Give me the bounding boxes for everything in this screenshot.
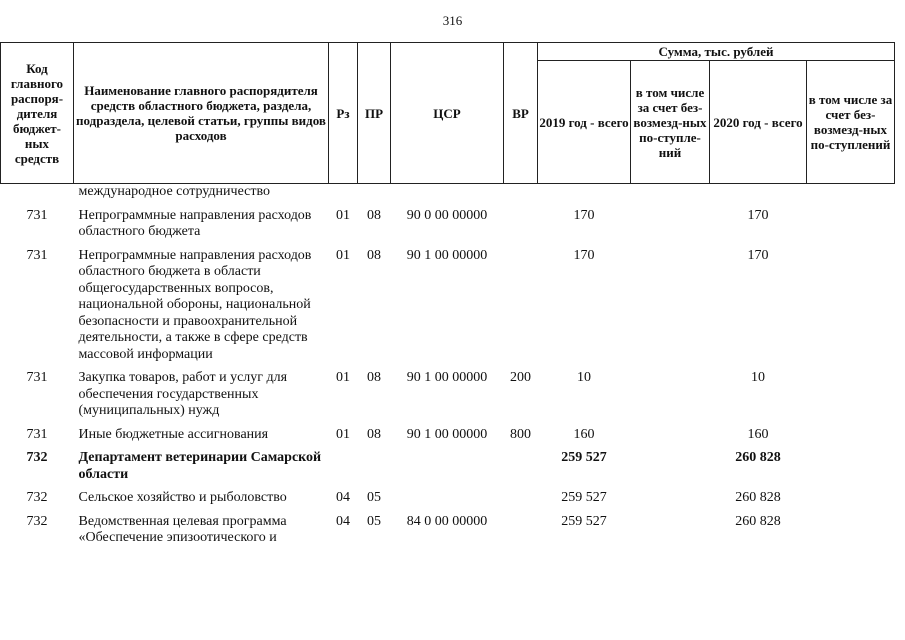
cell-vr: 800 xyxy=(510,426,531,442)
table-row xyxy=(1,184,895,205)
cell-2020: 260 828 xyxy=(735,513,781,529)
header-pr: ПР xyxy=(358,43,391,184)
cell-code: 732 xyxy=(26,513,48,529)
cell-rz: 04 xyxy=(336,490,350,505)
header-sum-group: Сумма, тыс. рублей xyxy=(538,43,895,61)
cell-vr xyxy=(504,205,538,245)
cell-pr: 08 xyxy=(367,426,381,442)
header-2020-total: 2020 год - всего xyxy=(710,61,807,184)
cell-2020-free xyxy=(807,511,895,551)
cell-name: международное сотрудничество xyxy=(78,184,270,199)
cell-2020-free xyxy=(807,487,895,511)
cell-rz xyxy=(329,184,358,205)
table-row xyxy=(1,205,895,245)
table-row xyxy=(1,245,895,368)
header-csr: ЦСР xyxy=(391,43,504,184)
cell-pr: 08 xyxy=(367,370,381,385)
cell-code: 731 xyxy=(26,247,48,263)
cell-csr: 90 1 00 00000 xyxy=(406,426,488,442)
table-row xyxy=(1,424,895,448)
cell-code: 731 xyxy=(26,207,48,223)
cell-vr xyxy=(504,184,538,205)
cell-code: 732 xyxy=(26,450,48,465)
cell-code: 731 xyxy=(26,426,48,442)
cell-2019-free xyxy=(631,487,710,511)
cell-vr xyxy=(504,511,538,551)
cell-2020 xyxy=(710,184,807,205)
cell-2019-free xyxy=(631,245,710,368)
cell-2019-free xyxy=(631,511,710,551)
cell-csr: 90 0 00 00000 xyxy=(406,207,488,223)
header-rz: Рз xyxy=(329,43,358,184)
budget-table xyxy=(0,42,895,551)
cell-2020: 170 xyxy=(747,207,769,223)
header-vr: ВР xyxy=(504,43,538,184)
cell-pr: 05 xyxy=(367,513,381,529)
cell-rz: 01 xyxy=(336,370,350,385)
cell-code: 732 xyxy=(26,490,48,505)
cell-name: Закупка товаров, работ и услуг для обеспечения государственных (муниципальных) нужд xyxy=(78,370,288,418)
cell-2020-free xyxy=(807,245,895,368)
cell-vr xyxy=(504,447,538,487)
cell-2020: 260 828 xyxy=(735,490,781,505)
header-2019-total: 2019 год - всего xyxy=(538,61,631,184)
cell-2019: 170 xyxy=(573,247,595,263)
cell-csr xyxy=(391,184,504,205)
header-name: Наименование главного распорядителя средств областного бюджета, раздела, подраздела, целевой статьи, группы видов расходов xyxy=(74,43,329,184)
cell-2019-free xyxy=(631,424,710,448)
cell-csr: 84 0 00 00000 xyxy=(406,513,488,529)
cell-2019: 259 527 xyxy=(561,513,607,529)
cell-pr: 08 xyxy=(367,207,381,223)
cell-2020-free xyxy=(807,367,895,424)
table-row xyxy=(1,487,895,511)
cell-2019 xyxy=(538,184,631,205)
cell-rz: 01 xyxy=(336,426,350,442)
cell-2019: 10 xyxy=(577,370,591,385)
cell-2020: 260 828 xyxy=(735,450,781,465)
cell-2019: 259 527 xyxy=(561,450,607,465)
cell-2019-free xyxy=(631,184,710,205)
cell-2020-free xyxy=(807,205,895,245)
cell-2020: 170 xyxy=(747,247,769,263)
cell-rz: 01 xyxy=(336,207,350,223)
cell-2020: 160 xyxy=(747,426,769,442)
cell-pr xyxy=(358,184,391,205)
cell-2019: 160 xyxy=(573,426,595,442)
cell-code xyxy=(1,184,74,205)
cell-2020-free xyxy=(807,447,895,487)
cell-pr xyxy=(358,447,391,487)
cell-csr xyxy=(391,447,504,487)
cell-2019: 259 527 xyxy=(561,490,607,505)
table-row xyxy=(1,447,895,487)
cell-pr: 05 xyxy=(367,490,381,505)
table-header xyxy=(1,43,895,184)
cell-csr: 90 1 00 00000 xyxy=(406,247,488,263)
table-body xyxy=(1,184,895,551)
cell-2020-free xyxy=(807,184,895,205)
cell-2019-free xyxy=(631,205,710,245)
cell-2019: 170 xyxy=(573,207,595,223)
cell-rz xyxy=(329,447,358,487)
cell-name: Непрограммные направления расходов областного бюджета xyxy=(78,207,312,239)
cell-vr xyxy=(504,487,538,511)
cell-csr xyxy=(391,487,504,511)
cell-code: 731 xyxy=(26,370,48,385)
cell-rz: 04 xyxy=(336,513,350,529)
table-row xyxy=(1,511,895,551)
header-code: Код главного распоря-дителя бюджет-ных средств xyxy=(1,43,74,184)
cell-2020: 10 xyxy=(751,370,765,385)
cell-name: Иные бюджетные ассигнования xyxy=(78,426,269,442)
cell-2020-free xyxy=(807,424,895,448)
cell-2019-free xyxy=(631,367,710,424)
cell-rz: 01 xyxy=(336,247,350,263)
cell-2019-free xyxy=(631,447,710,487)
cell-name: Сельское хозяйство и рыболовство xyxy=(78,490,287,505)
cell-pr: 08 xyxy=(367,247,381,263)
cell-name: Непрограммные направления расходов областного бюджета в области общегосударственных вопросов, национальной обороны, национальной безопасности и правоохранительной деятельности, а также в сфере средств массовой информации xyxy=(78,247,312,362)
header-2020-free: в том числе за счет без-возмезд-ных по-ступлений xyxy=(807,61,895,184)
header-2019-free: в том числе за счет без-возмезд-ных по-ступле-ний xyxy=(631,61,710,184)
table-row xyxy=(1,367,895,424)
cell-csr: 90 1 00 00000 xyxy=(406,370,488,385)
cell-name: Департамент ветеринарии Самарской области xyxy=(78,450,322,482)
cell-vr: 200 xyxy=(510,370,531,385)
cell-vr xyxy=(504,245,538,368)
page-number: 316 xyxy=(442,13,463,28)
cell-name: Ведомственная целевая программа «Обеспечение эпизоотического и xyxy=(78,513,287,545)
